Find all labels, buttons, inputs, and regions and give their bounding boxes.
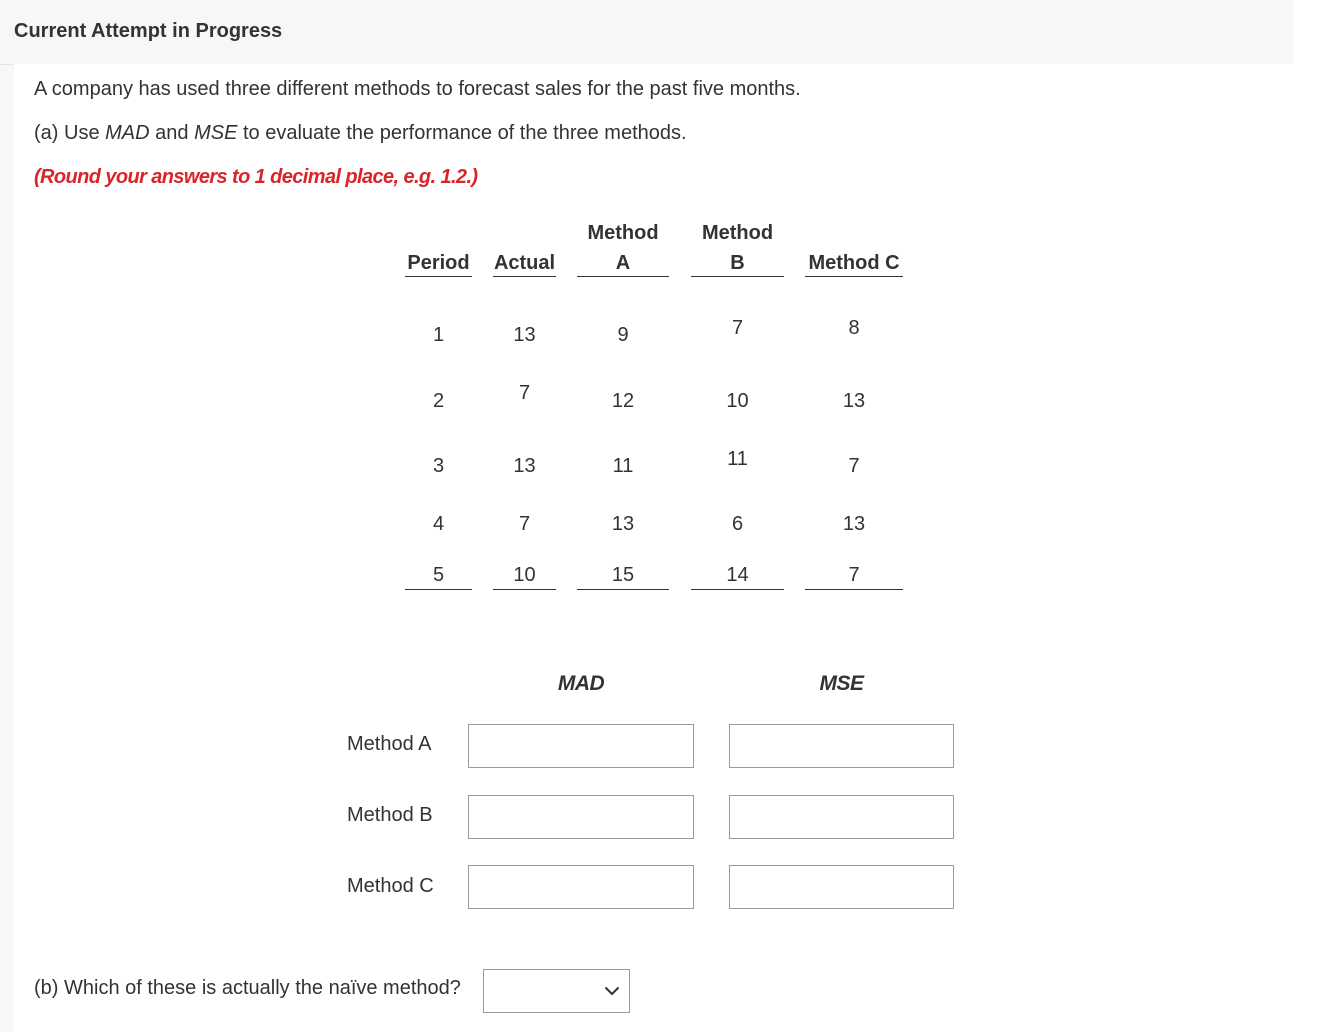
mad-input-method-a[interactable]: [468, 724, 694, 768]
naive-method-select[interactable]: [483, 969, 630, 1013]
cell-method-a: 12: [611, 390, 635, 412]
cell-period: 2: [432, 390, 445, 412]
mad-column-header: MAD: [557, 672, 605, 695]
header-method-b-line1: Method: [701, 222, 774, 244]
part-b-question: (b) Which of these is actually the naïve method?: [34, 977, 461, 999]
footer-underline-period: [405, 589, 472, 590]
cell-method-a: 15: [611, 564, 635, 586]
mad-input-method-c[interactable]: [468, 865, 694, 909]
footer-underline-method-a: [577, 589, 669, 590]
answer-row-label-method-a: Method A: [347, 733, 432, 755]
header-underline-actual: [493, 276, 556, 277]
footer-underline-method-b: [691, 589, 784, 590]
cell-method-c: 7: [848, 455, 860, 477]
cell-method-a: 13: [611, 513, 635, 535]
footer-underline-method-c: [805, 589, 903, 590]
header-actual: Actual: [493, 252, 556, 274]
header-method-c: Method C: [808, 252, 900, 274]
header-method-b-line2: B: [730, 252, 745, 274]
cell-period: 1: [432, 324, 445, 346]
answer-row-label-method-b: Method B: [347, 804, 433, 826]
cell-actual: 7: [518, 382, 531, 404]
cell-period: 5: [432, 564, 445, 586]
part-a-mse-term: MSE: [194, 122, 238, 144]
header-underline-period: [405, 276, 472, 277]
cell-method-c: 7: [848, 564, 860, 586]
cell-period: 3: [432, 455, 445, 477]
cell-method-c: 13: [842, 390, 866, 412]
rounding-note: (Round your answers to 1 decimal place, e.g. 1.2.): [34, 166, 478, 188]
cell-method-b: 11: [727, 448, 748, 470]
header-period: Period: [407, 252, 470, 274]
header-underline-method-c: [805, 276, 903, 277]
cell-method-a: 11: [612, 455, 634, 477]
part-a-instructions: [34, 122, 687, 145]
question-intro: A company has used three different methods to forecast sales for the past five months.: [34, 78, 801, 100]
cell-method-b: 7: [731, 317, 744, 339]
cell-actual: 13: [513, 455, 536, 477]
part-a-and: and: [149, 122, 195, 144]
cell-method-a: 9: [617, 324, 629, 346]
cell-actual: 10: [513, 564, 536, 586]
footer-underline-actual: [493, 589, 556, 590]
mse-column-header: MSE: [819, 672, 864, 695]
cell-actual: 7: [518, 513, 531, 535]
attempt-title: Current Attempt in Progress: [14, 20, 283, 42]
mse-input-method-b[interactable]: [729, 795, 954, 839]
cell-method-c: 8: [848, 317, 860, 339]
header-method-a-line2: A: [615, 252, 631, 274]
part-a-prefix: (a) Use: [34, 122, 106, 144]
chevron-down-icon: [603, 982, 621, 1000]
mse-input-method-a[interactable]: [729, 724, 954, 768]
mse-input-method-c[interactable]: [729, 865, 954, 909]
cell-method-b: 6: [731, 513, 744, 535]
cell-method-c: 13: [842, 513, 866, 535]
answer-row-label-method-c: Method C: [347, 875, 434, 897]
part-a-mad-term: MAD: [105, 122, 150, 144]
part-a-suffix: to evaluate the performance of the three methods.: [237, 122, 687, 144]
cell-actual: 13: [513, 324, 536, 346]
header-underline-method-a: [577, 276, 669, 277]
attempt-header: [0, 0, 1294, 65]
mad-input-method-b[interactable]: [468, 795, 694, 839]
cell-method-b: 10: [726, 390, 749, 412]
cell-method-b: 14: [726, 564, 749, 586]
header-underline-method-b: [691, 276, 784, 277]
cell-period: 4: [432, 513, 445, 535]
header-method-a-line1: Method: [587, 222, 659, 244]
